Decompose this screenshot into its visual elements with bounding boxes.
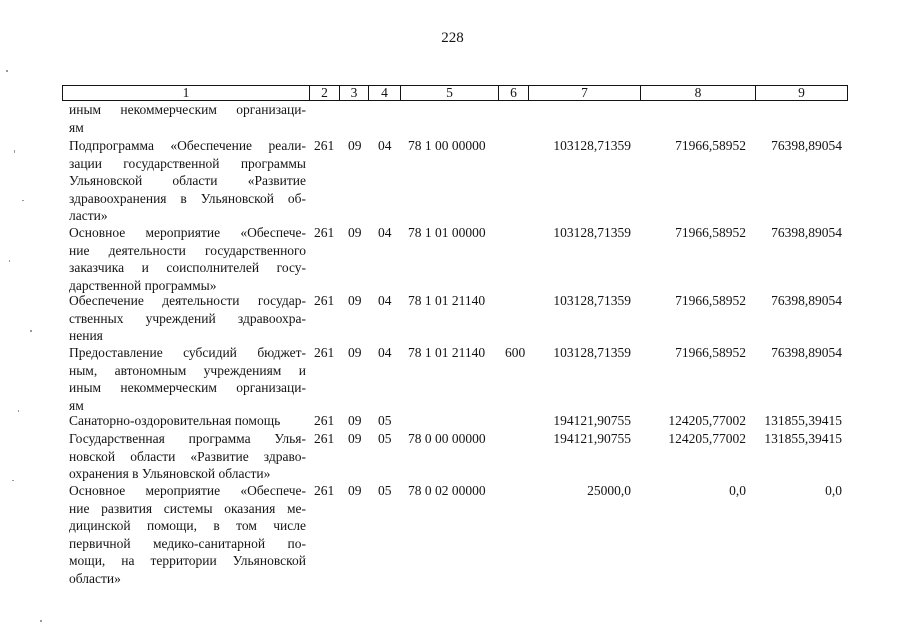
row-description <box>69 412 306 430</box>
amount-col-8: 71966,58952 <box>675 293 746 308</box>
chapter-code: 261 <box>314 483 335 498</box>
description-line: иным некоммерческим организаци- <box>69 102 306 117</box>
section-code: 09 <box>348 431 362 446</box>
table-row <box>0 292 905 345</box>
chapter-code: 261 <box>314 138 335 153</box>
amount-col-8: 124205,77002 <box>668 431 746 446</box>
description-line: дицинской помощи, в том числе <box>69 518 306 533</box>
row-description <box>69 344 306 414</box>
subsection-code: 04 <box>378 225 392 240</box>
description-line: Санаторно-оздоровительная помощь <box>69 413 281 428</box>
amount-col-8: 0,0 <box>729 483 746 498</box>
chapter-code: 261 <box>314 293 335 308</box>
table-row <box>0 412 905 430</box>
subsection-code: 05 <box>378 413 392 428</box>
description-line: Обеспечение деятельности государ- <box>69 293 306 308</box>
description-line: нения <box>69 328 103 343</box>
table-row <box>0 430 905 483</box>
amount-col-7: 103128,71359 <box>553 345 631 360</box>
description-line: здравоохранения в Ульяновской об- <box>69 190 306 206</box>
target-article-code: 78 1 00 00000 <box>408 138 486 153</box>
amount-col-9: 76398,89054 <box>771 225 842 240</box>
description-line: ям <box>69 119 84 135</box>
description-line: ние деятельности государственного <box>69 242 306 258</box>
header-col-7: 7 <box>529 86 641 100</box>
description-line: Предоставление субсидий бюджет- <box>69 345 306 360</box>
table-row <box>0 137 905 225</box>
table-row <box>0 344 905 414</box>
description-line: новской области «Развитие здраво- <box>69 448 306 464</box>
target-article-code: 78 1 01 00000 <box>408 225 486 240</box>
description-line: Ульяновской области «Развитие <box>69 173 306 188</box>
description-line: Государственная программа Улья- <box>69 431 306 446</box>
description-line: ние развития системы оказания ме- <box>69 500 306 516</box>
section-code: 09 <box>348 413 362 428</box>
amount-col-7: 194121,90755 <box>553 431 631 446</box>
target-article-code: 78 0 00 00000 <box>408 431 486 446</box>
chapter-code: 261 <box>314 431 335 446</box>
description-line: ственных учреждений здравоохра- <box>69 310 306 326</box>
subsection-code: 04 <box>378 138 392 153</box>
header-col-1: 1 <box>63 86 310 100</box>
amount-col-8: 71966,58952 <box>675 225 746 240</box>
description-line: Основное мероприятие «Обеспече- <box>69 483 306 498</box>
header-col-2: 2 <box>310 86 340 100</box>
chapter-code: 261 <box>314 225 335 240</box>
amount-col-9: 76398,89054 <box>771 345 842 360</box>
amount-col-8: 71966,58952 <box>675 345 746 360</box>
expense-type-code: 600 <box>505 345 526 360</box>
section-code: 09 <box>348 225 362 240</box>
amount-col-9: 131855,39415 <box>764 413 842 428</box>
table-row <box>0 101 905 136</box>
target-article-code: 78 0 02 00000 <box>408 483 486 498</box>
section-code: 09 <box>348 483 362 498</box>
target-article-code: 78 1 01 21140 <box>408 345 486 360</box>
header-col-3: 3 <box>340 86 369 100</box>
description-line: мощи, на территории Ульяновской <box>69 553 306 568</box>
row-description <box>69 224 306 294</box>
description-line: ным, автономным учреждениям и <box>69 362 306 378</box>
description-line: Подпрограмма «Обеспечение реали- <box>69 138 306 153</box>
description-line: Основное мероприятие «Обеспече- <box>69 225 306 240</box>
row-description <box>69 482 306 587</box>
section-code: 09 <box>348 345 362 360</box>
subsection-code: 04 <box>378 293 392 308</box>
amount-col-7: 194121,90755 <box>553 413 631 428</box>
target-article-code: 78 1 01 21140 <box>408 293 486 308</box>
section-code: 09 <box>348 293 362 308</box>
header-col-4: 4 <box>369 86 401 100</box>
description-line: дарственной программы» <box>69 277 217 293</box>
amount-col-9: 131855,39415 <box>764 431 842 446</box>
table-row <box>0 482 905 587</box>
amount-col-7: 103128,71359 <box>553 225 631 240</box>
description-line: ласти» <box>69 208 108 223</box>
description-line: зации государственной программы <box>69 155 306 171</box>
section-code: 09 <box>348 138 362 153</box>
description-line: области» <box>69 570 121 586</box>
row-description <box>69 101 306 136</box>
amount-col-7: 103128,71359 <box>553 138 631 153</box>
subsection-code: 04 <box>378 345 392 360</box>
amount-col-8: 71966,58952 <box>675 138 746 153</box>
amount-col-8: 124205,77002 <box>668 413 746 428</box>
amount-col-9: 0,0 <box>825 483 842 498</box>
chapter-code: 261 <box>314 345 335 360</box>
description-line: ям <box>69 397 84 413</box>
description-line: охранения в Ульяновской области» <box>69 466 271 481</box>
header-col-8: 8 <box>641 86 756 100</box>
subsection-code: 05 <box>378 483 392 498</box>
amount-col-7: 25000,0 <box>587 483 631 498</box>
row-description <box>69 292 306 345</box>
table-header <box>62 85 848 101</box>
description-line: заказчика и соисполнителей госу- <box>69 260 306 275</box>
page-number: 228 <box>441 30 464 46</box>
chapter-code: 261 <box>314 413 335 428</box>
amount-col-9: 76398,89054 <box>771 293 842 308</box>
description-line: первичной медико-санитарной по- <box>69 535 306 551</box>
row-description <box>69 137 306 225</box>
amount-col-9: 76398,89054 <box>771 138 842 153</box>
header-col-6: 6 <box>499 86 529 100</box>
table-row <box>0 224 905 294</box>
header-col-5: 5 <box>401 86 499 100</box>
header-col-9: 9 <box>798 85 805 100</box>
amount-col-7: 103128,71359 <box>553 293 631 308</box>
description-line: иным некоммерческим организаци- <box>69 380 306 395</box>
row-description <box>69 430 306 483</box>
subsection-code: 05 <box>378 431 392 446</box>
